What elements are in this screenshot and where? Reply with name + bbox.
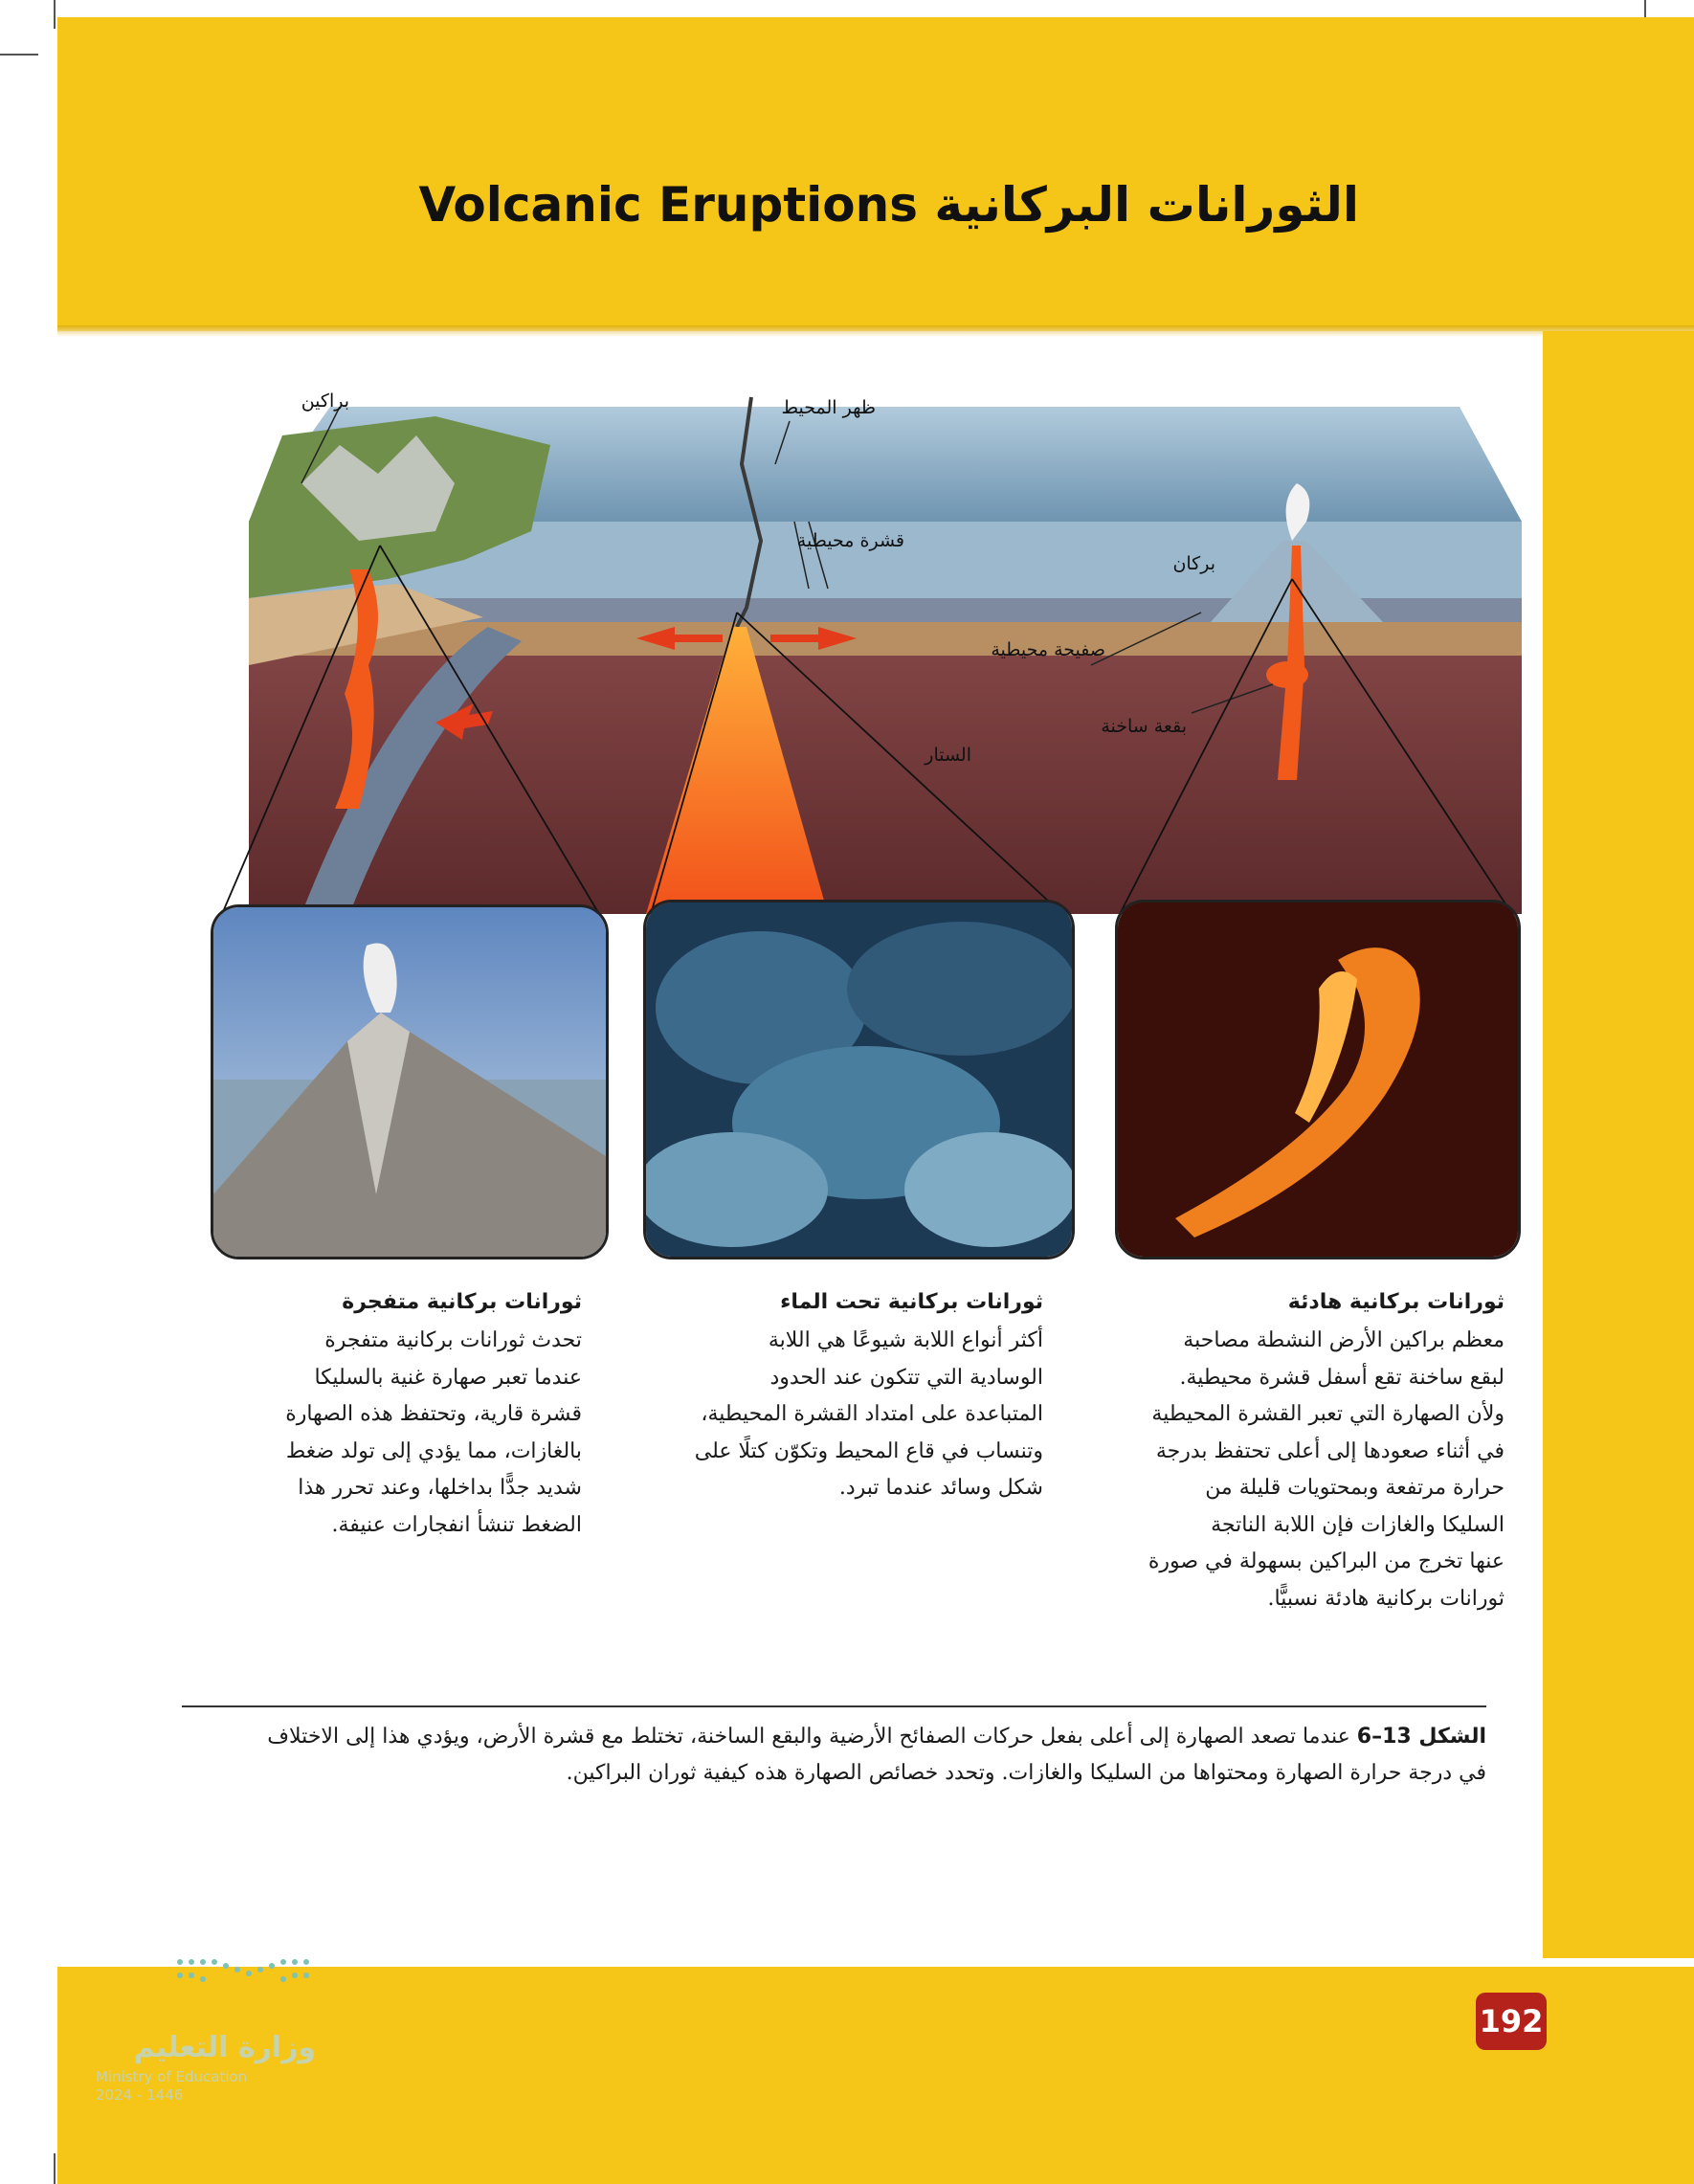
text-line: الضغط تنشأ انفجارات عنيفة. [331,1512,582,1537]
caption-divider [182,1705,1486,1707]
text-line: لبقع ساخنة تقع أسفل قشرة محيطية. [1179,1365,1505,1390]
text-line: عنها تخرج من البراكين بسهولة في صورة [1148,1549,1505,1573]
footer-band [57,1967,1694,2184]
explosive-eruptions-heading: ثورانات بركانية متفجرة [342,1290,582,1314]
text-line: الوسادية التي تتكون عند الحدود [769,1365,1043,1390]
figure-caption [182,1719,1486,1792]
lava-flow-photo [1115,900,1521,1259]
text-line: عندما تعبر صهارة غنية بالسليكا [314,1365,582,1390]
label-hot-spot: بقعة ساخنة [1101,716,1187,737]
label-volcano: بركان [1172,553,1215,574]
ministry-logo-dots [172,1952,345,1991]
text-line: ولأن الصهارة التي تعبر القشرة المحيطية [1151,1402,1505,1426]
text-line: بالغازات، مما يؤدي إلى تولد ضغط [285,1438,582,1463]
figure-caption-line-1: عندما تصعد الصهارة إلى أعلى بفعل حركات الصفائح الأرضية والبقع الساخنة، تختلط مع قشرة الأرض، ويؤدي هذا إلى الاختلاف [267,1725,1350,1749]
text-line: حرارة مرتفعة وبمحتويات قليلة من [1205,1476,1505,1500]
text-line: السليكا والغازات فإن اللابة الناتجة [1211,1512,1505,1537]
text-line: ثورانات بركانية هادئة نسبيًّا. [1267,1586,1505,1611]
label-oceanic-crust: قشرة محيطية [796,530,904,551]
label-mid-ocean-ridge: ظهر المحيط [781,397,876,418]
label-mantle: الستار [925,745,971,766]
underwater-eruptions-text [660,1323,1043,1507]
text-line: وتنساب في قاع المحيط وتكوّن كتلًا على [694,1438,1043,1463]
text-line: شكل وسائد عندما تبرد. [838,1476,1043,1500]
ministry-name-english: Ministry of Education [96,2068,248,2085]
figure-caption-line-2: في درجة حرارة الصهارة ومحتواها من السليكا والغازات. وتحدد خصائص الصهارة هذه كيفية ثوران البراكين. [566,1761,1486,1785]
text-line: شديد جدًّا بداخلها، وعند تحرر هذا [298,1476,582,1500]
text-line: أكثر أنواع اللابة شيوعًا هي اللابة [768,1328,1043,1352]
text-line: تحدث ثورانات بركانية متفجرة [324,1328,582,1352]
ministry-name-arabic: وزارة التعليم [133,2031,316,2064]
page-number: 192 [1476,1993,1547,2050]
ministry-year: 2024 - 1446 [96,2086,184,2104]
text-line: المتباعدة على امتداد القشرة المحيطية، [701,1402,1043,1426]
label-oceanic-plate: صفيحة محيطية [991,639,1105,660]
quiet-eruptions-heading: ثورانات بركانية هادئة [1287,1290,1505,1314]
label-volcanoes: براكين [301,390,349,412]
text-line: في أثناء صعودها إلى أعلى تحتفظ بدرجة [1155,1438,1505,1463]
explosive-eruptions-text [220,1323,582,1544]
figure-label: الشكل 13–6 [1356,1725,1486,1749]
explosive-volcano-photo [211,904,609,1259]
underwater-eruptions-heading: ثورانات بركانية تحت الماء [780,1290,1043,1314]
quiet-eruptions-text [1129,1323,1505,1617]
text-line: معظم براكين الأرض النشطة مصاحبة [1183,1328,1505,1352]
page-title: الثورانات البركانية Volcanic Eruptions [418,177,1359,233]
text-line: قشرة قارية، وتحتفظ هذه الصهارة [285,1402,582,1426]
pillow-lava-photo [643,900,1075,1259]
